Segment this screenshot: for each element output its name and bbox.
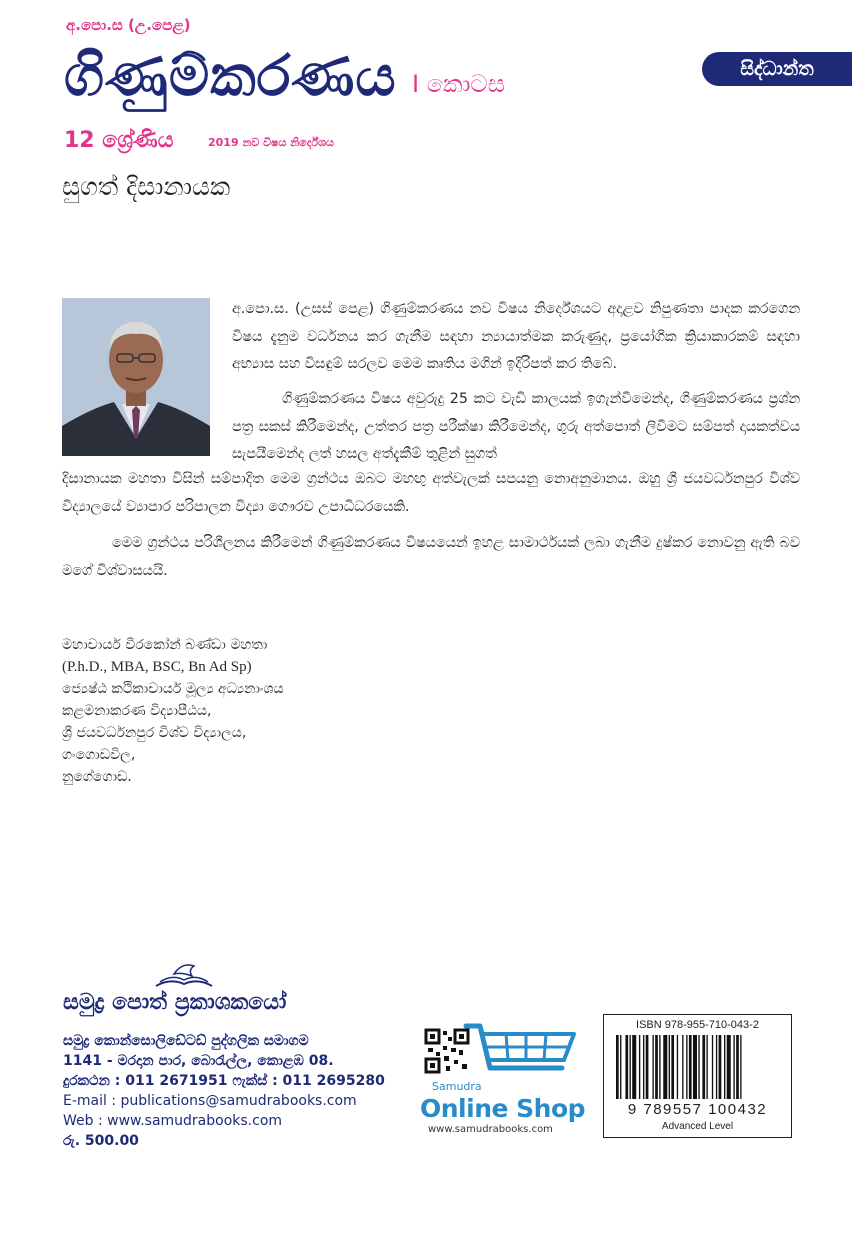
shop-url: www.samudrabooks.com [428, 1124, 553, 1135]
part-label: I කොටස [412, 70, 505, 98]
subject-title: ගිණුම්කරණය [64, 44, 397, 109]
reviewer-title: ජ්‍යෙෂ්ඨ කථිකාචාර්ය මූල්‍ය අධ්‍යනාංශය [62, 681, 284, 697]
shop-brand: Samudra [432, 1080, 482, 1093]
price-label: රු. 500.00 [63, 1133, 139, 1149]
grade-label: 12 ශ්‍රේණිය [64, 128, 174, 153]
publisher-address: 1141 - මරදාන පාර, බොරැල්ල, කොළඹ 08. [63, 1053, 334, 1069]
reviewer-faculty: කළමනාකරණ විද්‍යාපීඨය, [62, 703, 212, 719]
reviewer-block [62, 634, 284, 788]
publisher-logo-icon [152, 960, 216, 990]
category-badge: සිද්ධාන්ත [702, 52, 852, 86]
isbn-text: ISBN 978-955-710-043-2 [636, 1019, 759, 1031]
reviewer-city: නුගේගොඩ. [62, 769, 132, 785]
publisher-company: සමුද්‍ර කොන්සොලිඩේටඩ් පුද්ගලික සමාගම [63, 1033, 309, 1049]
reviewer-degrees: (P.h.D., MBA, BSC, Bn Ad Sp) [62, 659, 252, 675]
barcode-box [603, 1014, 792, 1138]
experience-paragraph: ගිණුම්කරණය විෂය අවුරුදු 25 කට වැඩි කාලයක් ඉගැන්වීමෙන්ද, ගිණුම්කරණය ප්‍රශ්න පත්‍ර සකස් කිරීමෙන්ද, උත්තර පත්‍ර පරීක්ෂා කිරීමෙන්ද, ගුරු අත්පොත් ලිවීමට සම්පත් දායකත්වය සැපයීමෙන්ද ලත් හසල අත්දැකීම් තුළින් සුගත් [232, 391, 800, 462]
barcode-digits: 9 789557 100432 [627, 1101, 768, 1118]
intro-paragraph: අ.පො.ස. (උසස් පෙළ) ගිණුම්කරණය නව විෂය නිර්දේශයට අදාළව නිපුණතා පාදක කරගෙන විෂය දැනුම වර්ධනය කර ගැනීම සඳහා න්‍යායාත්මක කරුණුද, ප්‍රයෝගික ක්‍රියාකාරකම් සඳහා අභ්‍යාස සහ විසඳුම් සරලව මෙම කෘතිය මගින් ඉදිරිපත් කර තිබේ. [232, 301, 800, 372]
exam-tag: අ.පො.ස (උ.පෙළ) [66, 16, 191, 34]
author-photo [62, 298, 210, 456]
barcode-level: Advanced Level [661, 1121, 734, 1132]
recommendation-paragraph: මෙම ග්‍රන්ථය පරිශීලනය කිරීමෙන් ගිණුම්කරණය විෂයයෙන් ඉහළ සාමාර්ථයක් ලබා ගැනීම දුෂ්කර නොවනු ඇති බව මගේ විශ්වාසයයි. [62, 535, 800, 579]
publisher-contact-block [63, 1031, 385, 1151]
experience-paragraph-continued: දිසානායක මහතා විසින් සම්පාදිත මෙම ග්‍රන්ථය ඔබට මහඟු අත්වැලක් සපයනු නොඅනුමානය. ඔහු ශ්‍රී ජයවර්ධනපුර විශ්ව විද්‍යාලයේ ව්‍යාපාර පරිපාලන විද්‍යා ගෞරව උපාධිධරයෙකි. [62, 471, 800, 515]
shop-name: Online Shop [420, 1094, 586, 1123]
publisher-phone: දුරකථන : 011 2671951 ෆැක්ස් : 011 2695280 [63, 1073, 385, 1089]
reviewer-town: ගංගොඩවිල, [62, 747, 136, 763]
syllabus-label: 2019 නව විෂය නිර්දේශය [208, 136, 334, 149]
barcode-icon [614, 1035, 781, 1099]
reviewer-university: ශ්‍රී ජයවර්ධනපුර විශ්ව විද්‍යාලය, [62, 725, 247, 741]
publisher-web: Web : www.samudrabooks.com [63, 1113, 283, 1129]
publisher-name: සමුද්‍ර පොත් ප්‍රකාශකයෝ [63, 990, 287, 1015]
publisher-email: E-mail : publications@samudrabooks.com [63, 1093, 357, 1109]
author-name: සුගත් දිසානායක [62, 172, 231, 201]
reviewer-name: මහාචාර්ය වීරකෝන් බණ්ඩා මහතා [62, 637, 268, 653]
